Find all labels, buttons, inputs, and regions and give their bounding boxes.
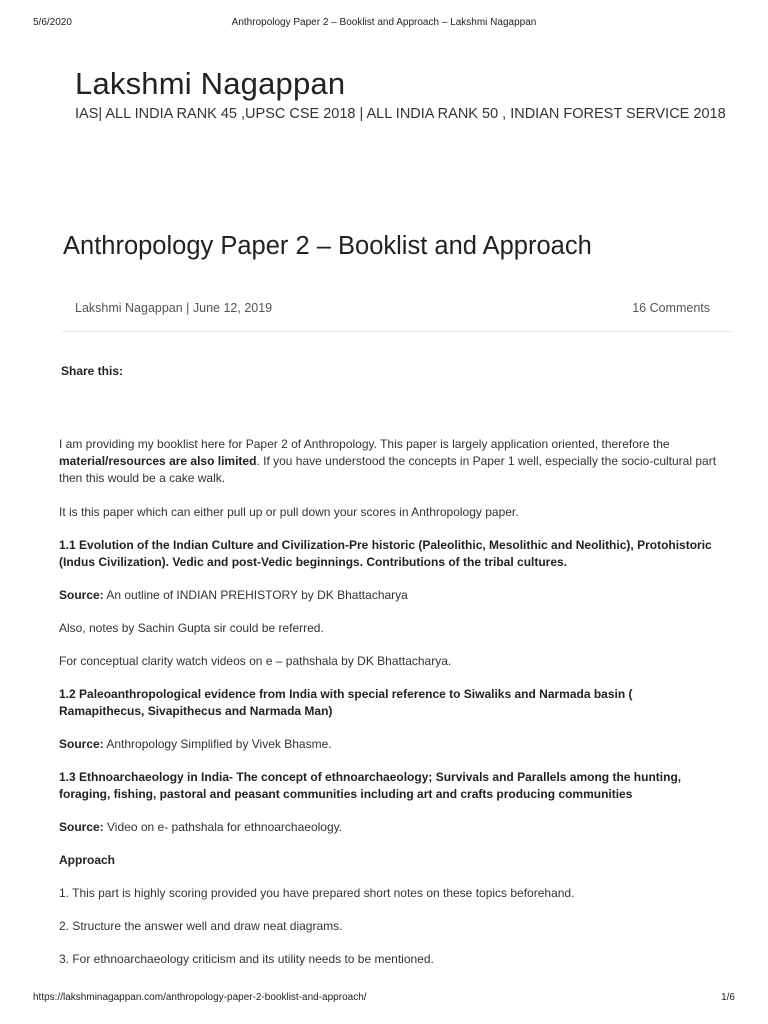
post-title: Anthropology Paper 2 – Booklist and Approach xyxy=(63,232,592,260)
print-date: 5/6/2020 xyxy=(33,17,72,28)
section-1-2-source xyxy=(59,736,719,753)
source-text: Anthropology Simplified by Vivek Bhasme. xyxy=(103,737,332,751)
section-heading: Approach xyxy=(59,853,116,867)
section-1-3-heading xyxy=(59,769,719,803)
approach-item: 3. For ethnoarchaeology criticism and its utility needs to be mentioned. xyxy=(59,952,434,966)
post-author-date[interactable]: Lakshmi Nagappan | June 12, 2019 xyxy=(75,301,273,315)
approach-item: 2. Structure the answer well and draw neat diagrams. xyxy=(59,919,343,933)
source-label: Source: xyxy=(59,737,104,751)
approach-heading xyxy=(59,852,719,869)
source-label: Source: xyxy=(59,820,104,834)
approach-item: 1. This part is highly scoring provided you have prepared short notes on these topics beforehand. xyxy=(59,886,575,900)
share-section xyxy=(61,364,275,382)
intro-bold-text: material/resources are also limited xyxy=(59,454,257,468)
source-text: Video on e- pathshala for ethnoarchaeology. xyxy=(103,820,343,834)
print-document-title: Anthropology Paper 2 – Booklist and Approach – Lakshmi Nagappan xyxy=(231,17,537,28)
print-url: https://lakshminagappan.com/anthropology-paper-2-booklist-and-approach/ xyxy=(33,992,367,1003)
section-heading: 1.2 Paleoanthropological evidence from India with special reference to Siwaliks and Narmada basin ( Ramapithecus, Sivapithecus and Narmada Man) xyxy=(59,687,633,718)
source-label: Source: xyxy=(59,588,104,602)
section-1-1-heading xyxy=(59,537,719,571)
site-tagline: IAS| ALL INDIA RANK 45 ,UPSC CSE 2018 | ALL INDIA RANK 50 , INDIAN FOREST SERVICE 2018 xyxy=(75,106,726,122)
intro-paragraph xyxy=(59,436,719,487)
section-heading: 1.1 Evolution of the Indian Culture and Civilization-Pre historic (Paleolithic, Mesolithic and Neolithic), Protohistoric (Indus Civilization). Vedic and post-Vedic beginnings. Contributions of the tribal cultures. xyxy=(59,538,712,569)
post-title-container xyxy=(63,232,755,276)
intro-paragraph-2: It is this paper which can either pull up or pull down your scores in Anthropology paper. xyxy=(59,505,519,519)
intro-text-cont: . If you have understood the concepts in Paper 1 well, especially the socio-cultural part then this would be a cake walk. xyxy=(59,454,717,485)
comments-link[interactable]: 16 Comments xyxy=(632,301,710,315)
section-1-2-heading xyxy=(59,686,719,720)
section-1-1-source xyxy=(59,587,719,604)
post-content xyxy=(59,436,719,984)
section-1-1-also: Also, notes by Sachin Gupta sir could be referred. xyxy=(59,621,324,635)
divider xyxy=(62,331,732,332)
share-label: Share this: xyxy=(61,364,124,378)
section-1-1-videos: For conceptual clarity watch videos on e – pathshala by DK Bhattacharya. xyxy=(59,654,452,668)
source-text: An outline of INDIAN PREHISTORY by DK Bhattacharya xyxy=(103,588,408,602)
intro-text: I am providing my booklist here for Paper 2 of Anthropology. This paper is largely application oriented, therefore the xyxy=(59,437,670,451)
page-number: 1/6 xyxy=(721,992,735,1003)
section-1-3-source xyxy=(59,819,719,836)
section-heading: 1.3 Ethnoarchaeology in India- The concept of ethnoarchaeology; Survivals and Parallels among the hunting, foraging, fishing, pastoral and peasant communities including art and crafts producing communities xyxy=(59,770,682,801)
site-title[interactable]: Lakshmi Nagappan xyxy=(75,66,346,101)
